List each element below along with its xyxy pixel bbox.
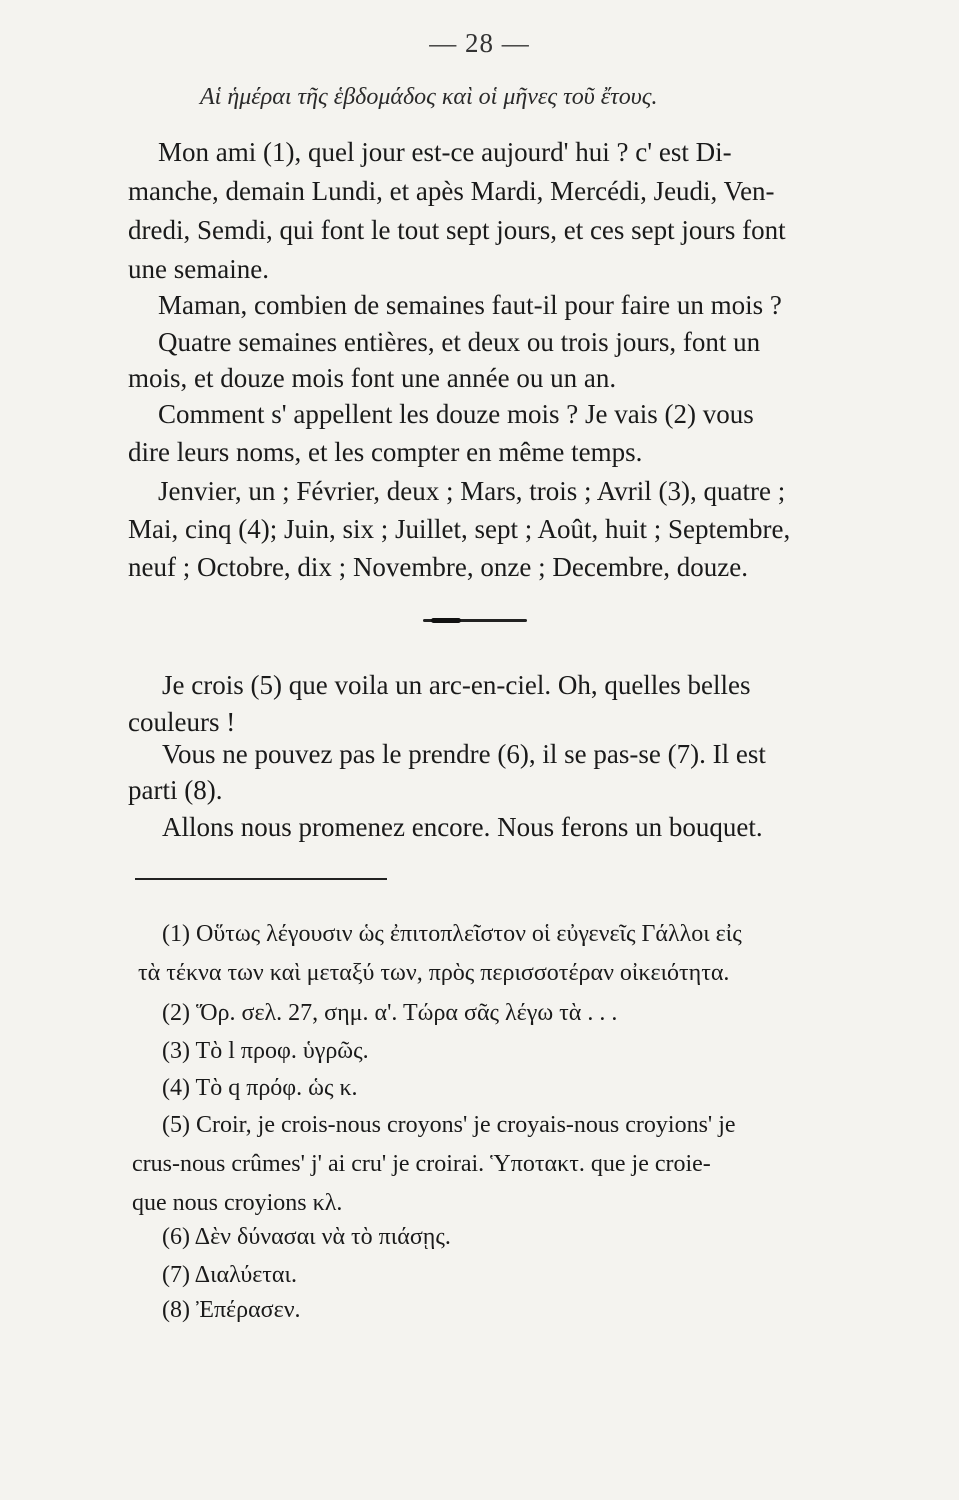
text-line: Allons nous promenez encore. Nous ferons un bouquet.: [162, 812, 763, 842]
text-line: Mai, cinq (4); Juin, six ; Juillet, sept ; Août, huit ; Septembre,: [128, 514, 791, 544]
text-line: Mon ami (1), quel jour est-ce aujourd' hui ? c' est Di-: [158, 137, 732, 167]
footnote-line: (4) Τὸ q πρόφ. ὡς κ.: [162, 1075, 358, 1101]
text-line: dire leurs noms, et les compter en même temps.: [128, 437, 643, 467]
text-line: Je crois (5) que voila un arc-en-ciel. Oh, quelles belles: [162, 670, 751, 700]
text-line: mois, et douze mois font une année ou un an.: [128, 363, 617, 393]
text-line: Jenvier, un ; Février, deux ; Mars, trois ; Avril (3), quatre ;: [158, 476, 786, 506]
footnote-rule: [135, 878, 387, 880]
text-line: parti (8).: [128, 775, 223, 805]
section-heading: Αἱ ἡμέραι τῆς ἑβδομάδος καὶ οἱ μῆνες τοῦ ἔτους.: [200, 84, 658, 110]
text-line: manche, demain Lundi, et apès Mardi, Mercédi, Jeudi, Ven-: [128, 176, 775, 206]
text-line: dredi, Semdi, qui font le tout sept jours, et ces sept jours font: [128, 215, 786, 245]
text-line: Comment s' appellent les douze mois ? Je vais (2) vous: [158, 399, 754, 429]
footnote-line: (8) Ἐπέρασεν.: [162, 1297, 301, 1323]
text-line: une semaine.: [128, 254, 269, 284]
text-line: Quatre semaines entières, et deux ou trois jours, font un: [158, 327, 761, 357]
text-line: neuf ; Octobre, dix ; Novembre, onze ; Decembre, douze.: [128, 552, 749, 582]
page-number: — 28 —: [429, 28, 530, 58]
text-line: couleurs !: [128, 707, 236, 737]
footnote-line: (5) Croir, je crois-nous croyons' je croyais-nous croyions' je: [162, 1112, 736, 1138]
footnote-line: (6) Δὲν δύνασαι νὰ τὸ πιάσῃς.: [162, 1224, 451, 1250]
footnote-line: (1) Οὕτως λέγουσιν ὡς ἐπιτοπλεῖστον οἱ εὐγενεῖς Γάλλοι εἰς: [162, 921, 742, 947]
footnote-line: τὰ τέκνα των καὶ μεταξύ των, πρὸς περισσοτέραν οἰκειότητα.: [138, 960, 730, 986]
text-line: Vous ne pouvez pas le prendre (6), il se pas-se (7). Il est: [162, 739, 766, 769]
footnote-line: que nous croyions κλ.: [132, 1190, 343, 1216]
section-separator: [423, 619, 527, 622]
footnote-line: (3) Τὸ l προφ. ὑγρῶς.: [162, 1038, 369, 1064]
footnote-line: (7) Διαλύεται.: [162, 1262, 297, 1288]
footnote-line: crus-nous crûmes' j' ai cru' je croirai. Ὑποτακτ. que je croie-: [132, 1151, 711, 1177]
text-line: Maman, combien de semaines faut-il pour faire un mois ?: [158, 290, 782, 320]
footnote-line: (2) Ὅρ. σελ. 27, σημ. α'. Τώρα σᾶς λέγω τὰ . . .: [162, 1000, 618, 1026]
